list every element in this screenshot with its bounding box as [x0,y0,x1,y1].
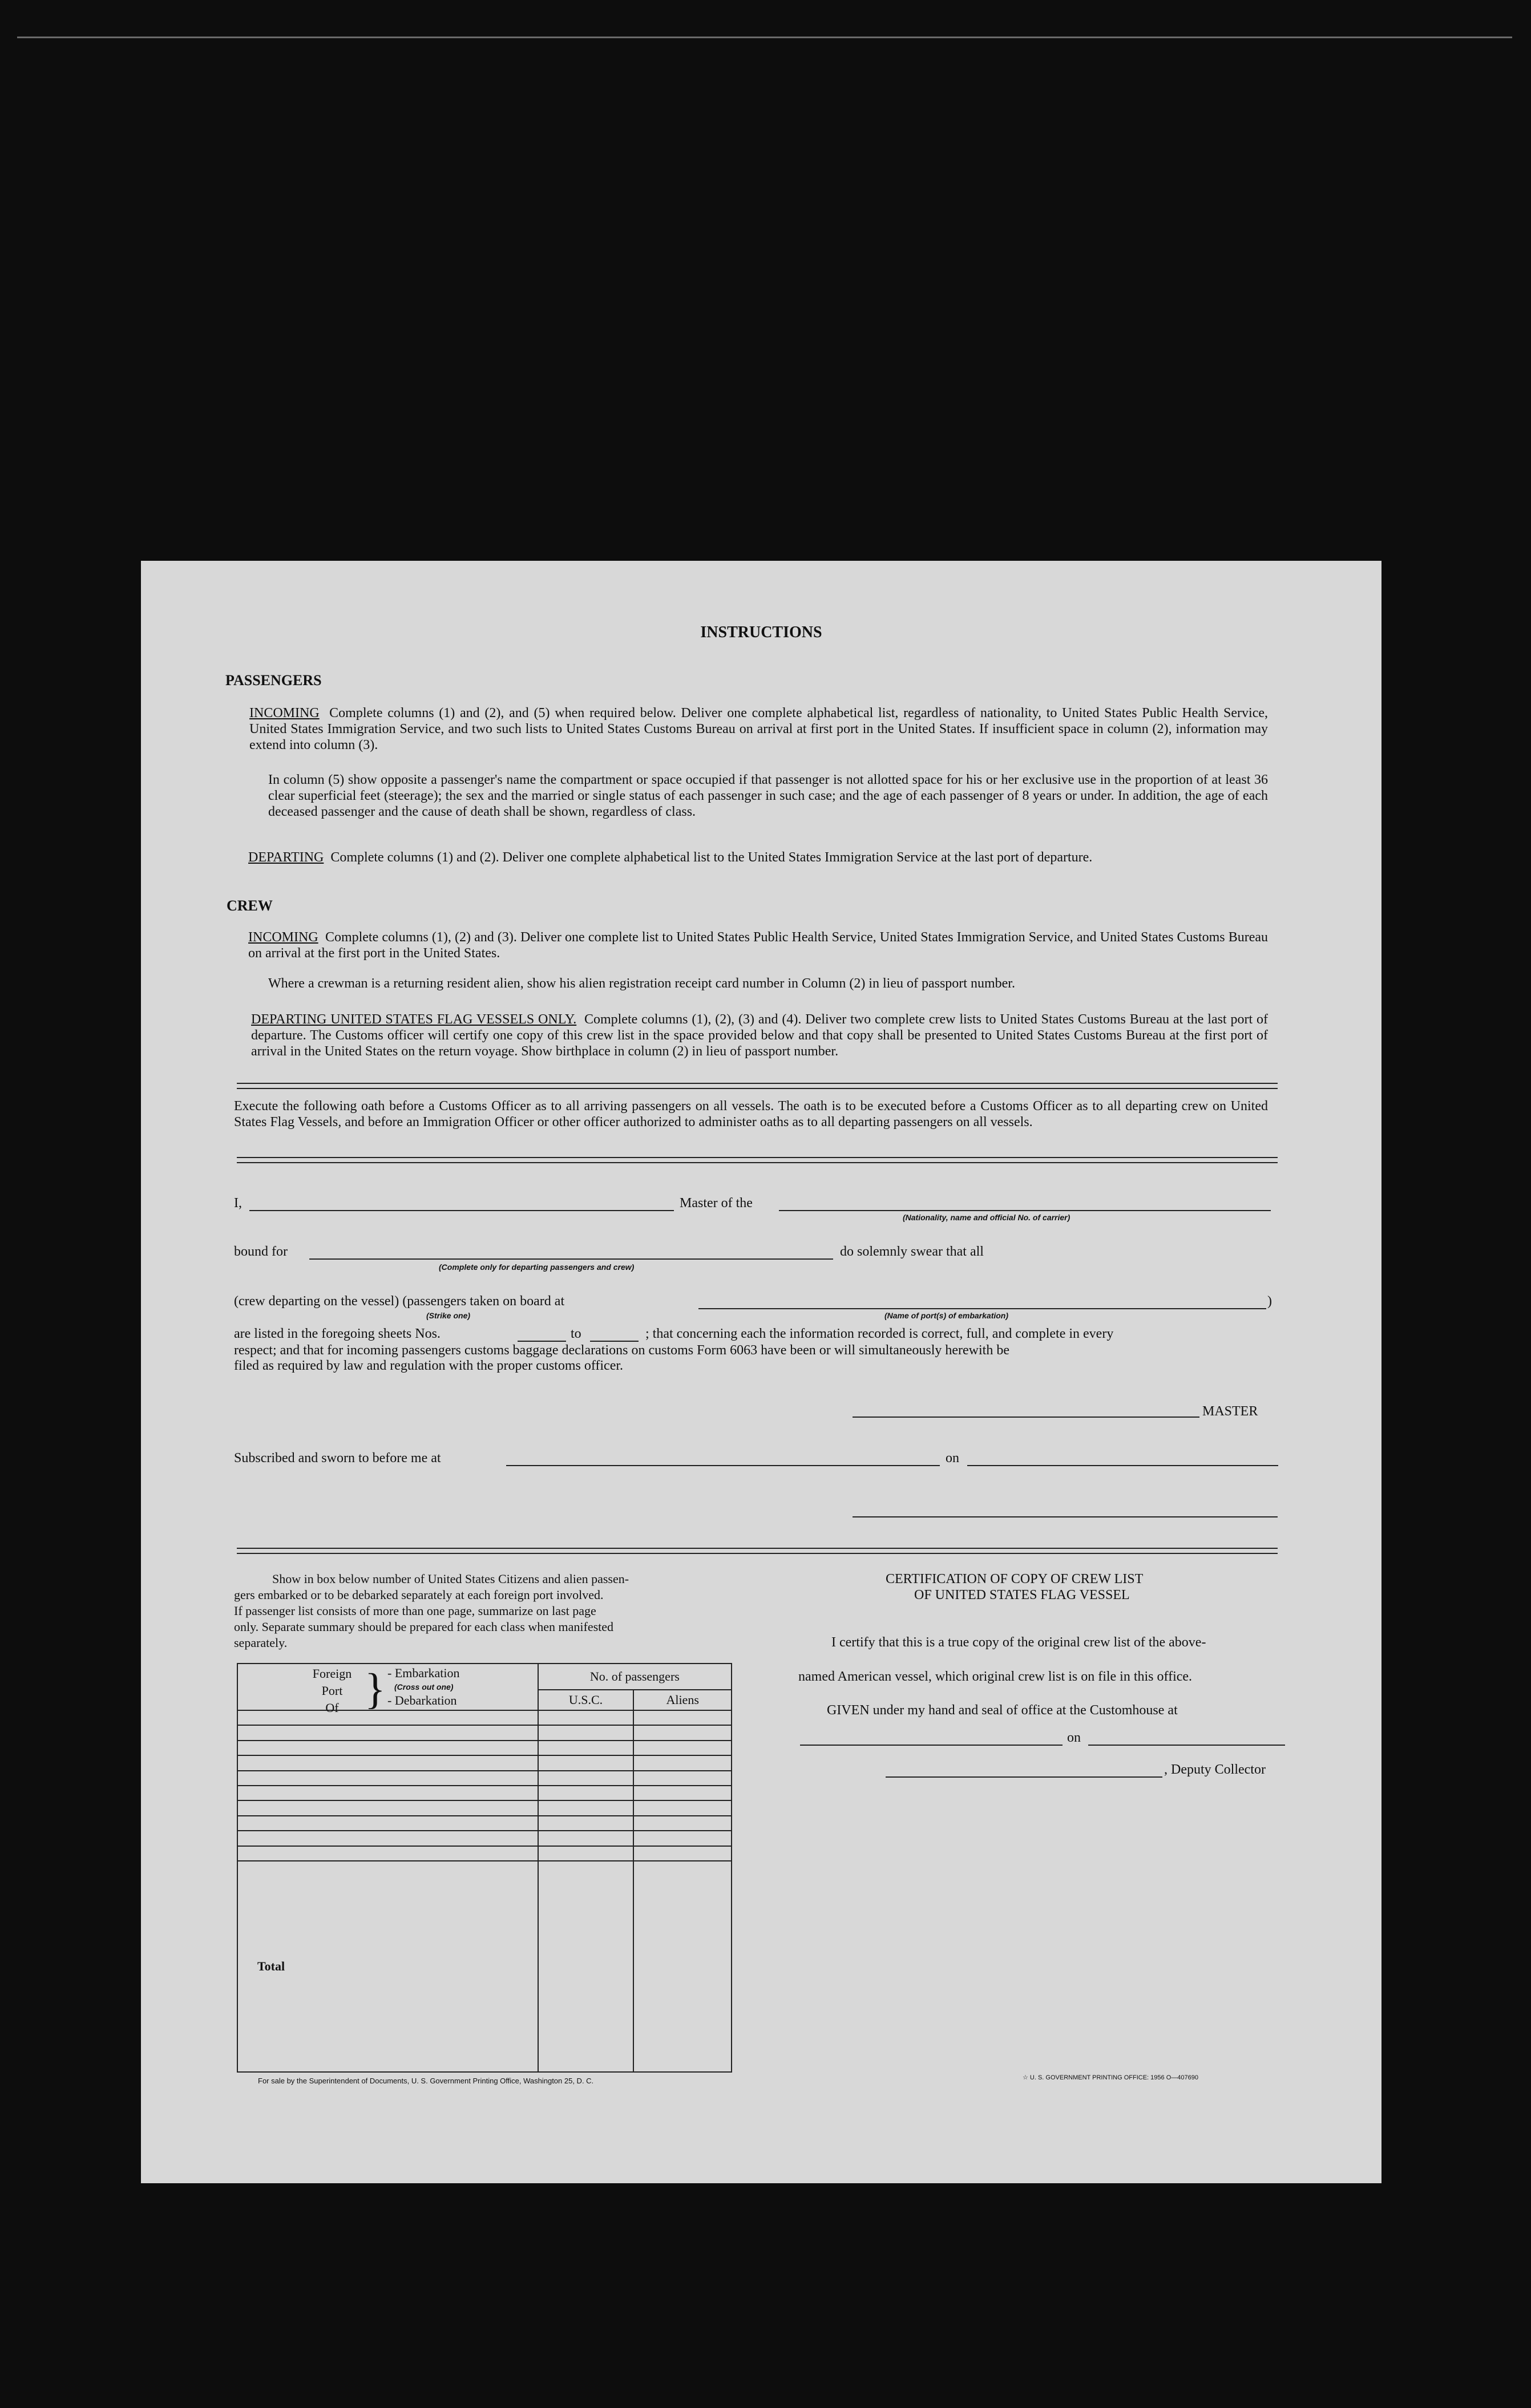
foreign-label: Foreign [312,1666,352,1681]
bound-for-caption: (Complete only for departing passengers and crew) [439,1262,635,1272]
summary-instructions-1: Show in box below number of United States Citizens and alien passen- [272,1572,629,1586]
certification-heading-2: OF UNITED STATES FLAG VESSEL [914,1588,1130,1602]
port-cell[interactable] [237,1710,538,1725]
deputy-signature-field[interactable] [886,1776,1162,1778]
passengers-heading: PASSENGERS [225,672,322,689]
sworn-place-field[interactable] [506,1465,940,1466]
listed-text-b: ; that concerning each the information recorded is correct, full, and complete in every [645,1326,1114,1341]
subscribed-label: Subscribed and sworn to before me at [234,1451,441,1466]
aliens-cell[interactable] [633,1831,732,1846]
port-cell[interactable] [237,1786,538,1800]
cross-out-caption: (Cross out one) [394,1682,454,1691]
passengers-incoming-label: INCOMING [249,706,320,721]
passengers-incoming [249,705,1268,753]
port-header-cell [237,1664,538,1715]
usc-cell[interactable] [538,1831,634,1846]
bound-for-label: bound for [234,1244,288,1259]
strike-one-caption: (Strike one) [426,1311,471,1320]
aliens-header: Aliens [633,1690,732,1710]
embarkation-caption: (Name of port(s) of embarkation) [884,1311,1009,1320]
passengers-column5: In column (5) show opposite a passenger's name the compartment or space occupied if that passenger is not allotted space for his or her exclusive use in the proportion of at least 36 clear superficial feet (steerage); the sex and the married or single status of each passenger in such case; and the age of each passenger of 8 years or under. In addition, the age of each deceased passenger and the cause of death shall be shown, regardless of class. [268,772,1268,819]
aliens-cell[interactable] [633,1725,732,1740]
total-row [237,1861,732,2072]
crew-incoming [248,929,1268,961]
carrier-caption: (Nationality, name and official No. of carrier) [903,1213,1071,1222]
port-cell[interactable] [237,1771,538,1786]
port-cell[interactable] [237,1816,538,1831]
embarkation-label[interactable]: - Embarkation [387,1666,460,1680]
scan-edge-line [17,37,1512,38]
summary-instructions-5: separately. [234,1636,288,1650]
certify-text-2: named American vessel, which original crew list is on file in this office. [798,1669,1193,1684]
sworn-on-label: on [946,1451,959,1466]
master-name-field[interactable] [249,1210,674,1211]
customhouse-field[interactable] [800,1745,1063,1746]
usc-cell[interactable] [538,1725,634,1740]
certification-heading-1: CERTIFICATION OF COPY OF CREW LIST [886,1572,1144,1587]
form-page [141,561,1381,2183]
sworn-date-field[interactable] [967,1465,1278,1466]
passengers-departing [248,849,1268,865]
listed-text-d: filed as required by law and regulation with the proper customs officer. [234,1358,624,1373]
aliens-cell[interactable] [633,1800,732,1815]
port-cell[interactable] [237,1831,538,1846]
printer-note-right: ☆ U. S. GOVERNMENT PRINTING OFFICE: 1956 O—407690 [1023,2074,1198,2081]
of-label: Of [325,1701,339,1715]
usc-total-cell[interactable] [538,1861,634,2072]
usc-cell[interactable] [538,1755,634,1770]
aliens-cell[interactable] [633,1741,732,1755]
total-label: Total [237,1861,538,2072]
oath-i-label: I, [234,1196,242,1211]
port-cell[interactable] [237,1846,538,1861]
debarkation-label[interactable]: - Debarkation [387,1693,457,1707]
master-signature-field[interactable] [853,1417,1199,1418]
master-label: MASTER [1202,1404,1258,1419]
table-row [237,1771,732,1786]
page-title: INSTRUCTIONS [700,624,822,641]
usc-cell[interactable] [538,1846,634,1861]
port-cell[interactable] [237,1800,538,1815]
aliens-cell[interactable] [633,1710,732,1725]
table-row [237,1786,732,1800]
crew-incoming-label: INCOMING [248,930,318,945]
aliens-cell[interactable] [633,1771,732,1786]
aliens-cell[interactable] [633,1816,732,1831]
table-row [237,1846,732,1861]
master-of-label: Master of the [680,1196,753,1211]
usc-cell[interactable] [538,1771,634,1786]
carrier-field[interactable] [779,1210,1271,1211]
crew-alien-note: Where a crewman is a returning resident alien, show his alien registration receipt card number in Column (2) in lieu of passport number. [268,976,1015,991]
usc-cell[interactable] [538,1786,634,1800]
passengers-incoming-text: Complete columns (1) and (2), and (5) when required below. Deliver one complete alphabetical list, regardless of nationality, to United States Public Health Service, United States Immigration Service, and two such lists to United States Customs Bureau on arrival at first port in the United States. If insufficient space in column (2), information may extend into column (3). [249,706,1269,752]
listed-sheets-label: are listed in the foregoing sheets Nos. [234,1326,441,1341]
table-row [237,1741,732,1755]
table-row [237,1800,732,1815]
aliens-cell[interactable] [633,1786,732,1800]
cert-on-label: on [1067,1730,1081,1745]
crew-passengers-label: (crew departing on the vessel) (passengers taken on board at [234,1294,565,1309]
crew-departing [251,1011,1268,1059]
table-row [237,1755,732,1770]
bound-for-field[interactable] [309,1258,833,1260]
usc-cell[interactable] [538,1710,634,1725]
usc-cell[interactable] [538,1800,634,1815]
crew-incoming-text: Complete columns (1), (2) and (3). Deliver one complete list to United States Public Health Service, United States Immigration Service, and United States Customs Bureau on arrival at the first port in the United States. [248,930,1269,961]
crew-departing-text: Complete columns (1), (2), (3) and (4). Deliver two complete crew lists to United States Customs Bureau at the last port of departure. The Customs officer will certify one copy of this crew list in the space provided below and that copy shall be presented to United States Customs Bureau at the first port of arrival in the United States on the return voyage. Show birthplace in column (2) in lieu of passport number. [251,1012,1268,1059]
summary-instructions-4: only. Separate summary should be prepared for each class when manifested [234,1620,614,1634]
double-rule [237,1083,1278,1089]
brace-glyph: } [365,1665,386,1713]
certify-text-1: I certify that this is a true copy of the original crew list of the above- [831,1635,1206,1650]
officer-signature-field[interactable] [853,1516,1278,1517]
printer-note-left: For sale by the Superintendent of Documents, U. S. Government Printing Office, Washington 25, D. C. [258,2077,594,2085]
deputy-collector-label: , Deputy Collector [1164,1762,1266,1777]
crew-heading: CREW [227,897,273,914]
passengers-departing-label: DEPARTING [248,850,324,865]
port-cell[interactable] [237,1755,538,1770]
sheet-to-field[interactable] [590,1341,639,1342]
aliens-total-cell[interactable] [633,1861,732,2072]
double-rule [237,1548,1278,1554]
passenger-summary-table [237,1663,732,2073]
given-text: GIVEN under my hand and seal of office at the Customhouse at [827,1703,1178,1718]
no-passengers-header: No. of passengers [538,1664,732,1690]
crew-departing-label: DEPARTING UNITED STATES FLAG VESSELS ONLY. [251,1012,577,1027]
port-cell[interactable] [237,1725,538,1740]
oath-instructions: Execute the following oath before a Customs Officer as to all arriving passengers on all vessels. The oath is to be executed before a Customs Officer as to all departing crew on United States Flag Vessels, and before an Immigration Officer or other officer authorized to administer oaths as to all departing passengers on all vessels. [234,1099,1268,1130]
aliens-cell[interactable] [633,1755,732,1770]
summary-instructions-2: gers embarked or to be debarked separately at each foreign port involved. [234,1588,604,1602]
table-row [237,1831,732,1846]
listed-text-c: respect; and that for incoming passengers customs baggage declarations on customs Form 6063 have been or will simultaneously herewith be [234,1343,1009,1358]
table-row [237,1725,732,1740]
table-row [237,1816,732,1831]
summary-instructions-3: If passenger list consists of more than one page, summarize on last page [234,1604,596,1618]
solemnly-swear-label: do solemnly swear that all [840,1244,984,1259]
embarkation-port-field[interactable] [698,1308,1266,1309]
close-paren: ) [1267,1294,1272,1309]
aliens-cell[interactable] [633,1846,732,1861]
to-label: to [571,1326,581,1341]
cert-date-field[interactable] [1088,1745,1285,1746]
port-cell[interactable] [237,1741,538,1755]
usc-cell[interactable] [538,1741,634,1755]
passengers-departing-text: Complete columns (1) and (2). Deliver one complete alphabetical list to the United States Immigration Service at the last port of departure. [330,850,1093,865]
double-rule [237,1157,1278,1163]
sheet-from-field[interactable] [518,1341,566,1342]
usc-cell[interactable] [538,1816,634,1831]
usc-header: U.S.C. [538,1690,634,1710]
port-label: Port [321,1683,343,1698]
